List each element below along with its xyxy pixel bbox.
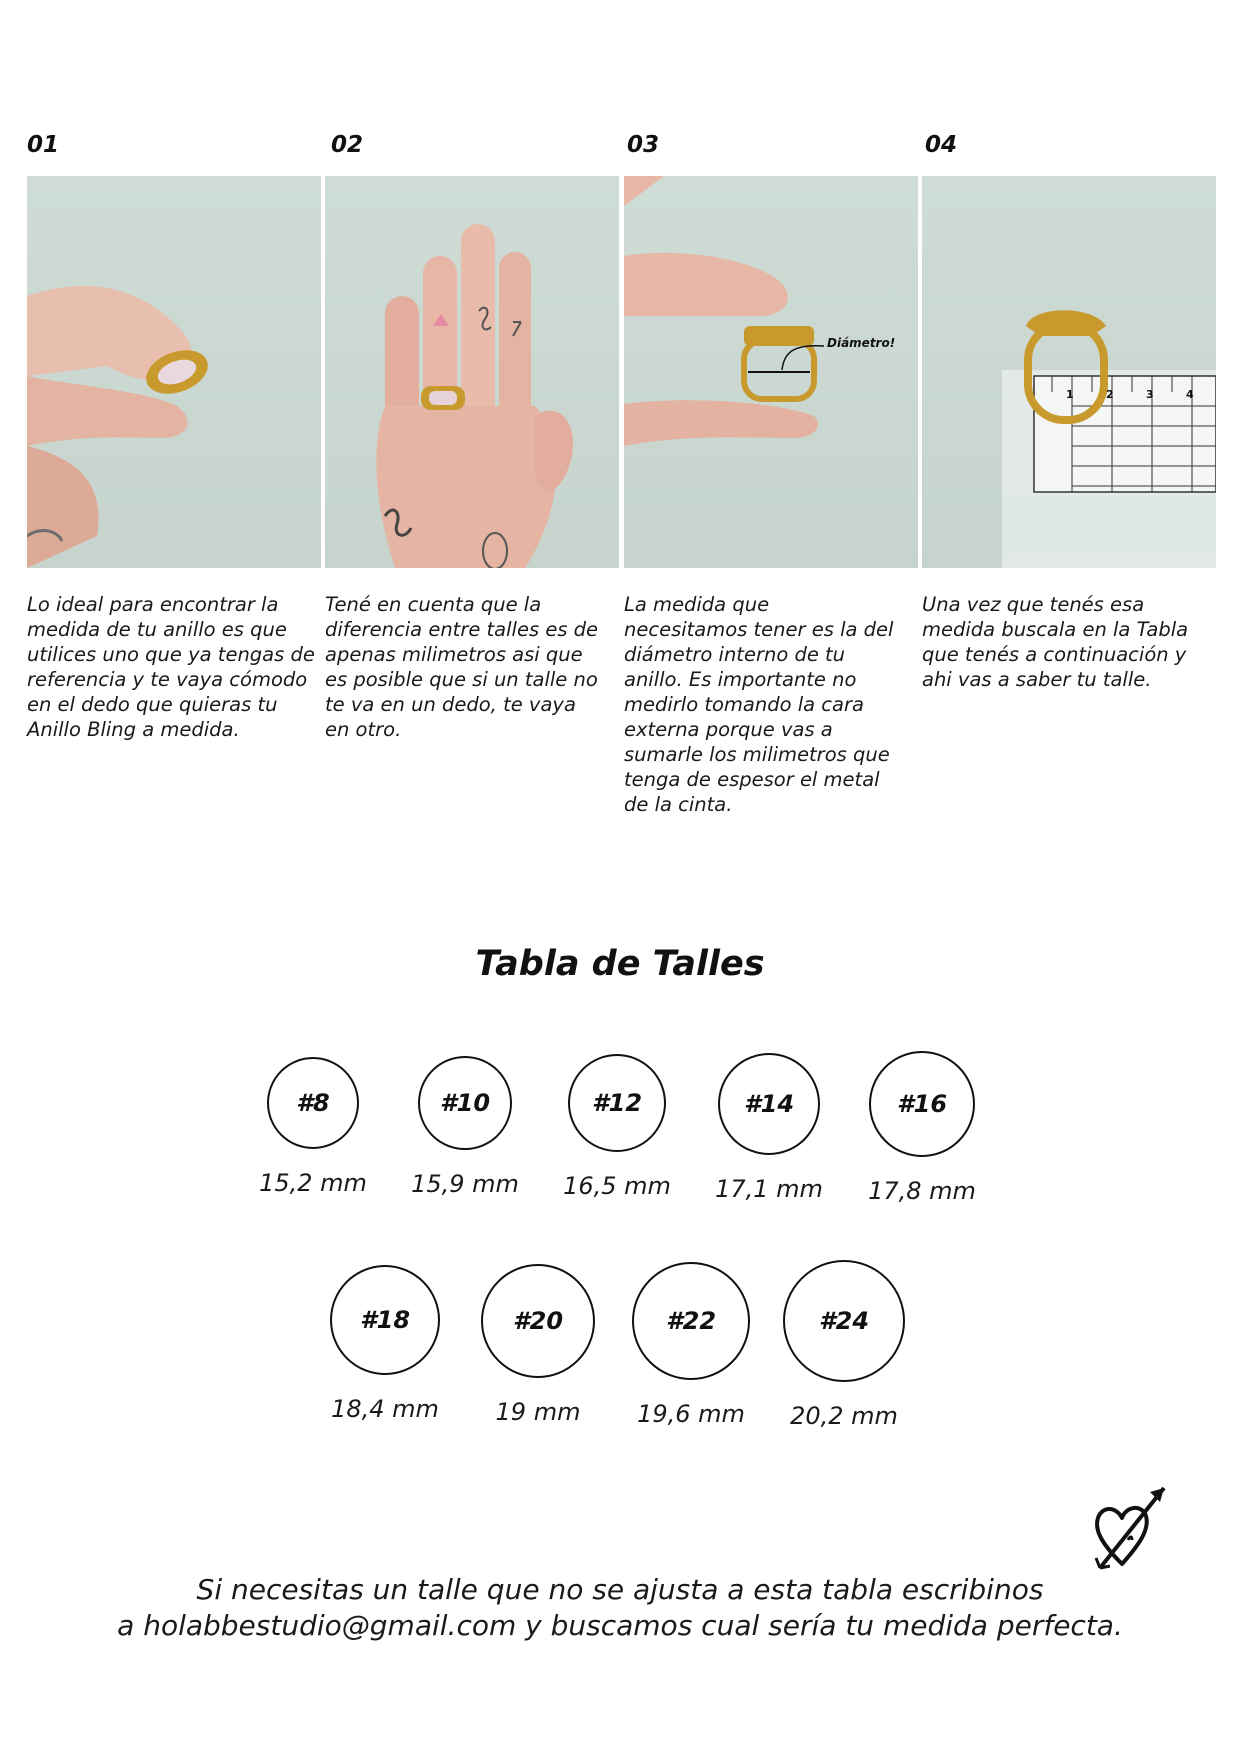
- ruler-label-3: 3: [1146, 388, 1154, 401]
- step-text-4: Una vez que tenés esa medida buscala en la Tabla que tenés a continuación y ahi vas a saber tu talle.: [922, 593, 1189, 691]
- step-number-2: 02: [331, 132, 364, 158]
- step-photo-1: [27, 176, 321, 568]
- step-text-2: Tené en cuenta que la diferencia entre talles es de apenas milimetros asi que es posible que si un talle no te va en un dedo, te vaya en otro.: [325, 593, 599, 741]
- step-text-1: Lo ideal para encontrar la medida de tu anillo es que utilices uno que ya tengas de referencia y te vaya cómodo en el dedo que quieras tu Anillo Bling a medida.: [27, 593, 315, 741]
- size-mm: 19 mm: [495, 1398, 581, 1426]
- step-number-1: 01: [27, 132, 60, 158]
- size-item: [547, 1054, 687, 1200]
- size-item: [315, 1265, 455, 1423]
- ring-diameter-illustration: [624, 176, 918, 568]
- step-photo-2: [325, 176, 619, 568]
- size-item: [774, 1260, 914, 1430]
- size-table-title: Tabla de Talles: [475, 944, 765, 984]
- size-item: [852, 1051, 992, 1205]
- size-circle: #22: [632, 1262, 750, 1380]
- size-mm: 15,9 mm: [411, 1170, 519, 1198]
- size-mm: 15,2 mm: [259, 1169, 367, 1197]
- size-item: [468, 1264, 608, 1426]
- ruler-label-1: 1: [1066, 388, 1074, 401]
- footer-note: [40, 1572, 1200, 1644]
- size-mm: 17,1 mm: [715, 1175, 823, 1203]
- step-number-4: 04: [925, 132, 958, 158]
- ruler-label-2: 2: [1106, 388, 1114, 401]
- ring-on-ruler-illustration: [922, 176, 1216, 568]
- step-photo-3: [624, 176, 918, 568]
- size-circle: #8: [267, 1057, 359, 1149]
- size-circle: #24: [783, 1260, 905, 1382]
- step-number-3: 03: [627, 132, 660, 158]
- heart-arrow-icon: [1092, 1482, 1172, 1572]
- size-item: [621, 1262, 761, 1428]
- footer-line-1: Si necesitas un talle que no se ajusta a esta tabla escribinos: [196, 1573, 1044, 1606]
- size-item: [395, 1056, 535, 1198]
- size-circle: #14: [718, 1053, 820, 1155]
- step-photo-4: [922, 176, 1216, 568]
- size-circle: #20: [481, 1264, 595, 1378]
- size-mm: 17,8 mm: [868, 1177, 976, 1205]
- size-circle: #18: [330, 1265, 440, 1375]
- size-mm: 19,6 mm: [637, 1400, 745, 1428]
- size-mm: 16,5 mm: [563, 1172, 671, 1200]
- ruler-label-4: 4: [1186, 388, 1194, 401]
- diameter-annotation: Diámetro!: [827, 336, 896, 350]
- hand-holding-ring-illustration: [27, 176, 321, 568]
- size-circle: #12: [568, 1054, 666, 1152]
- size-item: [699, 1053, 839, 1203]
- size-mm: 18,4 mm: [331, 1395, 439, 1423]
- size-mm: 20,2 mm: [790, 1402, 898, 1430]
- size-circle: #16: [869, 1051, 975, 1157]
- hand-wearing-ring-illustration: [325, 176, 619, 568]
- footer-line-2: a holabbestudio@gmail.com y buscamos cual sería tu medida perfecta.: [117, 1609, 1123, 1642]
- step-text-3: La medida que necesitamos tener es la del diámetro interno de tu anillo. Es importante no medirlo tomando la cara externa porque vas a sumarle los milimetros que tenga de espesor el metal de la cinta.: [624, 593, 894, 816]
- size-item: [243, 1057, 383, 1197]
- size-circle: #10: [418, 1056, 512, 1150]
